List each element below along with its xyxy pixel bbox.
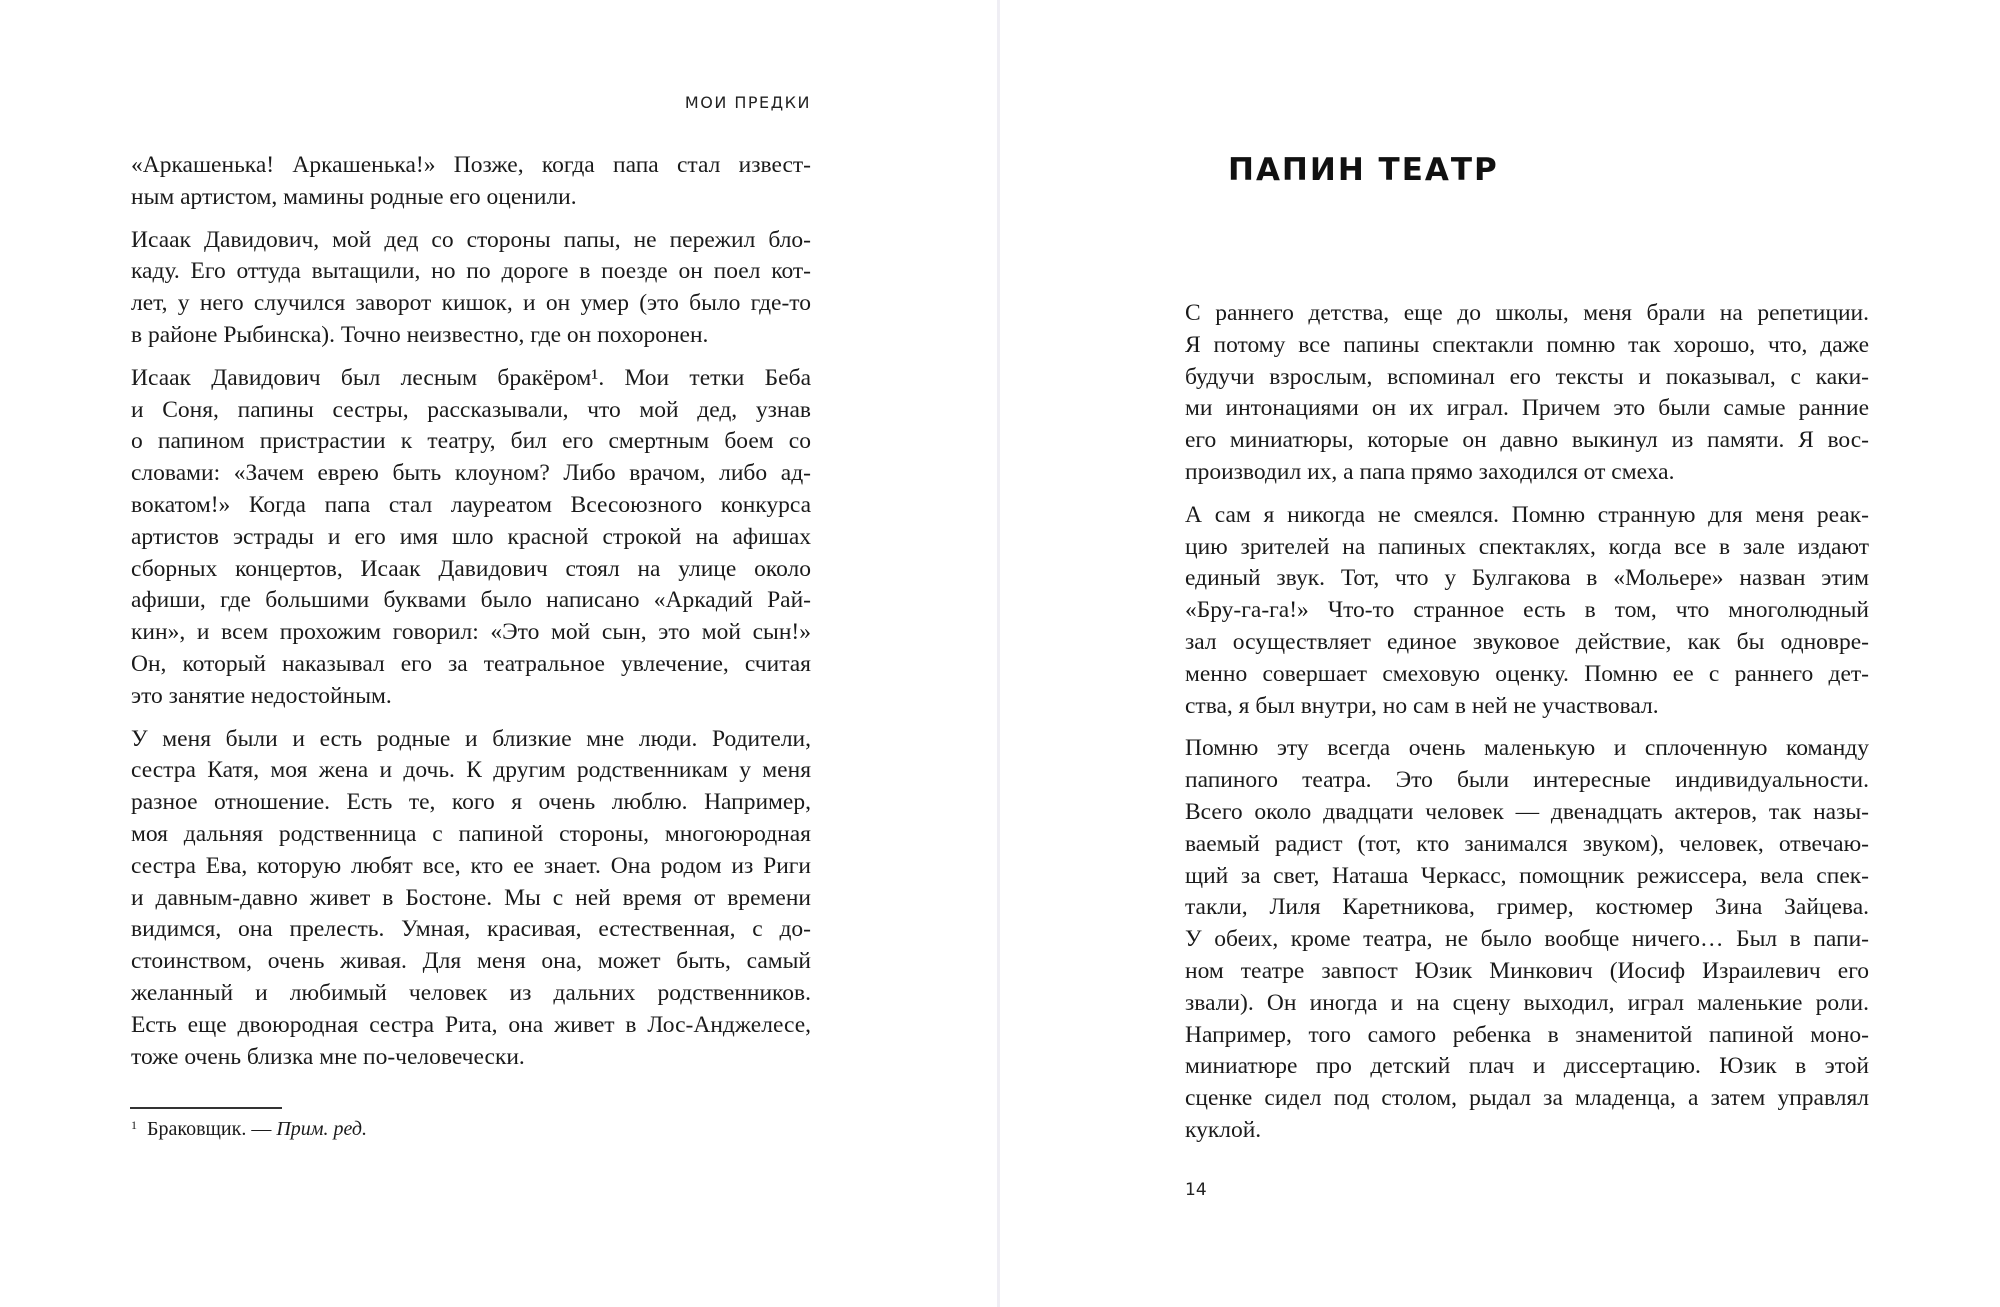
text-line: Я потому все папины спектакли помню так хорошо, что, даже bbox=[1185, 331, 1869, 358]
paragraph bbox=[131, 225, 811, 352]
text-line: ном театре завпост Юзик Минкович (Иосиф Израилевич его bbox=[1185, 957, 1869, 984]
text-line: ваемый радист (тот, кто занимался звуком), человек, отвечаю- bbox=[1185, 830, 1869, 857]
paragraph bbox=[131, 724, 811, 1074]
text-line: его миниатюры, которые он давно выкинул из памяти. Я вос- bbox=[1185, 427, 1869, 454]
paragraph bbox=[131, 150, 811, 214]
text-line: кин», и всем прохожим говорил: «Это мой сын, это мой сын!» bbox=[131, 619, 811, 646]
running-head: МОИ ПРЕДКИ bbox=[684, 93, 811, 112]
paragraph bbox=[1185, 298, 1869, 489]
text-line: цию зрителей на папиных спектаклях, когда все в зале издают bbox=[1185, 533, 1869, 560]
text-line: «Бру-га-га!» Что-то странное есть в том, что многолюдный bbox=[1185, 597, 1869, 624]
text-line: будучи взрослым, вспоминал его тексты и показывал, с каки- bbox=[1185, 363, 1869, 390]
text-line: Есть еще двоюродная сестра Рита, она живет в Лос-Анджелесе, bbox=[131, 1011, 811, 1038]
text-line: А сам я никогда не смеялся. Помню странную для меня реак- bbox=[1185, 501, 1869, 528]
text-line: папиного театра. Это были интересные индивидуальности. bbox=[1185, 767, 1869, 794]
book-spine bbox=[997, 0, 1000, 1307]
text-line: лет, у него случился заворот кишок, и он умер (это было где-то bbox=[131, 290, 811, 317]
text-line: Например, того самого ребенка в знаменитой папиной моно- bbox=[1185, 1021, 1869, 1048]
text-line: куклой. bbox=[1185, 1116, 1262, 1143]
text-line: ства, я был внутри, но сам в ней не участвовал. bbox=[1185, 692, 1659, 719]
text-line: Он, который наказывал его за театральное увлечение, считая bbox=[131, 650, 811, 677]
text-line: Исаак Давидович был лесным бракёром¹. Мои тетки Беба bbox=[131, 364, 811, 391]
text-line: звали). Он иногда и на сцену выходил, играл маленькие роли. bbox=[1185, 989, 1869, 1016]
text-line: Всего около двадцати человек — двенадцать актеров, так назы- bbox=[1185, 798, 1869, 825]
text-line: желанный и любимый человек из дальних родственников. bbox=[131, 979, 811, 1006]
paragraph bbox=[1185, 733, 1869, 1146]
text-line: такли, Лиля Каретникова, гример, костюмер Зина Зайцева. bbox=[1185, 894, 1869, 921]
paragraph bbox=[1185, 500, 1869, 723]
text-line: стоинством, очень живая. Для меня она, может быть, самый bbox=[131, 948, 811, 975]
text-line: о папином пристрастии к театру, бил его смертным боем со bbox=[131, 428, 811, 455]
text-line: У обеих, кроме театра, не было вообще ничего… Был в папи- bbox=[1185, 926, 1869, 953]
text-line: каду. Его оттуда вытащили, но по дороге в поезде он поел кот- bbox=[131, 258, 811, 285]
text-line: ным артистом, мамины родные его оценили. bbox=[131, 183, 577, 210]
text-line: видимся, она прелесть. Умная, красивая, естественная, с до- bbox=[131, 916, 811, 943]
text-line: миниатюре про детский плач и диссертацию. Юзик в этой bbox=[1185, 1053, 1869, 1080]
text-line: единый звук. Тот, что у Булгакова в «Мольере» назван этим bbox=[1185, 565, 1869, 592]
text-line: моя дальняя родственница с папиной стороны, многоюродная bbox=[131, 820, 811, 847]
text-line: афиши, где большими буквами было написано «Аркадий Рай- bbox=[131, 587, 811, 614]
text-line: это занятие недостойным. bbox=[131, 682, 392, 709]
footnote-divider bbox=[130, 1107, 282, 1109]
text-line: тоже очень близка мне по-человечески. bbox=[131, 1043, 525, 1070]
text-line: и давным-давно живет в Бостоне. Мы с ней время от времени bbox=[131, 884, 811, 911]
footnote-editor-note: Прим. ред. bbox=[276, 1118, 368, 1140]
text-line: и Соня, папины сестры, рассказывали, что мой дед, узнав bbox=[131, 396, 811, 423]
text-line: зал осуществляет единое звуковое действие, как бы одновре- bbox=[1185, 628, 1869, 655]
text-line: Помню эту всегда очень маленькую и сплоченную команду bbox=[1185, 735, 1869, 762]
text-line: менно совершает смеховую оценку. Помню ее с раннего дет- bbox=[1185, 660, 1869, 687]
text-line: сестра Ева, которую любят все, кто ее знает. Она родом из Риги bbox=[131, 852, 811, 879]
text-line: У меня были и есть родные и близкие мне люди. Родители, bbox=[131, 725, 811, 752]
text-line: щий за свет, Наташа Черкасс, помощник режиссера, вела спек- bbox=[1185, 862, 1869, 889]
footnote bbox=[131, 1118, 367, 1141]
text-line: сценке сидел под столом, рыдал за младенца, а затем управлял bbox=[1185, 1085, 1869, 1112]
page-number: 14 bbox=[1185, 1180, 1207, 1200]
left-page-body bbox=[131, 150, 811, 1084]
text-line: вокатом!» Когда папа стал лауреатом Всесоюзного конкурса bbox=[131, 491, 811, 518]
footnote-mark: 1 bbox=[131, 1118, 137, 1132]
paragraph bbox=[131, 363, 811, 713]
text-line: в районе Рыбинска). Точно неизвестно, где он похоронен. bbox=[131, 321, 709, 348]
text-line: С раннего детства, еще до школы, меня брали на репетиции. bbox=[1185, 300, 1869, 326]
text-line: сборных концертов, Исаак Давидович стоял на улице около bbox=[131, 555, 811, 582]
text-line: разное отношение. Есть те, кого я очень люблю. Например, bbox=[131, 789, 811, 816]
text-line: сестра Катя, моя жена и дочь. К другим родственникам у меня bbox=[131, 757, 811, 784]
chapter-title: ПАПИН ТЕАТР bbox=[1228, 152, 1499, 188]
text-line: «Аркашенька! Аркашенька!» Позже, когда папа стал извест- bbox=[131, 152, 811, 178]
text-line: производил их, а папа прямо заходился от смеха. bbox=[1185, 458, 1675, 485]
text-line: ми интонациями он их играл. Причем это были самые ранние bbox=[1185, 395, 1869, 422]
footnote-text: Браковщик. — bbox=[147, 1118, 272, 1140]
text-line: словами: «Зачем еврею быть клоуном? Либо врачом, либо ад- bbox=[131, 460, 811, 487]
text-line: артистов эстрады и его имя шло красной строкой на афишах bbox=[131, 523, 811, 550]
right-page-body bbox=[1185, 298, 1869, 1158]
text-line: Исаак Давидович, мой дед со стороны папы, не пережил бло- bbox=[131, 226, 811, 253]
